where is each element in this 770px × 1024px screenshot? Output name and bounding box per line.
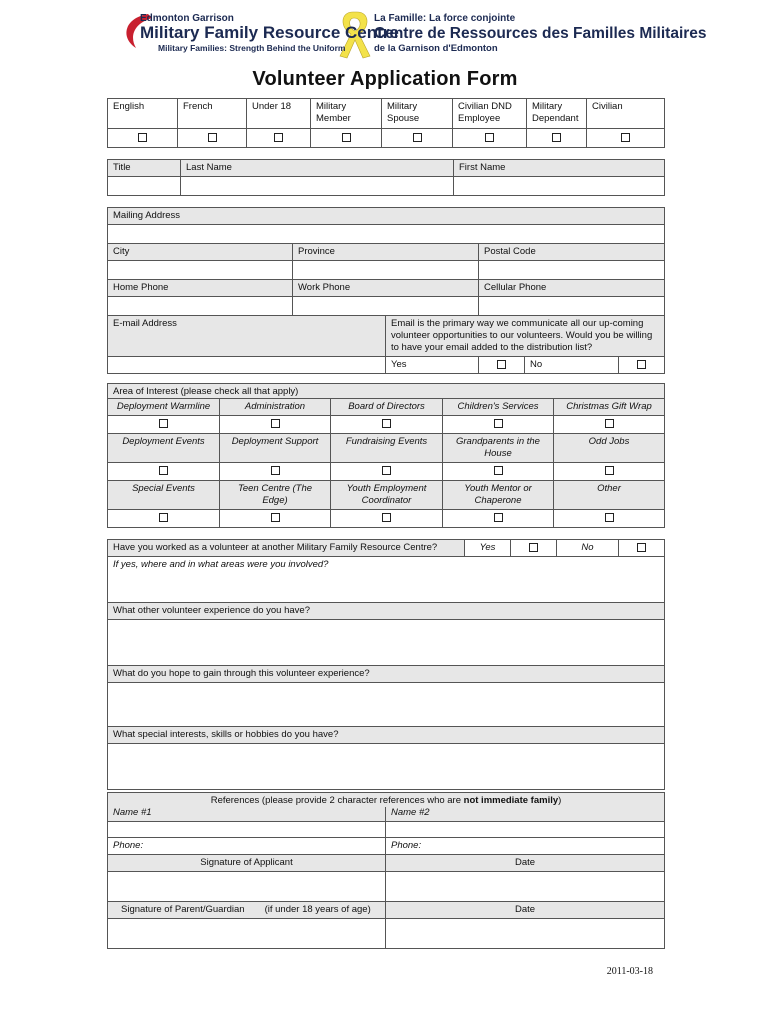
signature-applicant-label: Signature of Applicant	[108, 855, 386, 872]
checkbox-grandparents[interactable]	[443, 463, 554, 481]
address-table	[107, 207, 665, 374]
form-title: Volunteer Application Form	[252, 68, 518, 90]
first-name-label: First Name	[454, 160, 665, 177]
email-yes-checkbox[interactable]	[479, 357, 525, 374]
checkbox-civilian-dnd[interactable]	[453, 129, 527, 148]
last-name-field[interactable]	[181, 177, 454, 196]
org-tagline: Military Families: Strength Behind the Uniform	[158, 43, 346, 53]
work-phone-label: Work Phone	[293, 280, 479, 297]
checkbox-under-18[interactable]	[247, 129, 311, 148]
header-logo	[118, 8, 707, 60]
date2-label: Date	[386, 902, 665, 919]
interest-childrens: Children's Services	[443, 399, 554, 416]
email-no-label: No	[525, 357, 619, 374]
checkbox-civilian[interactable]	[587, 129, 665, 148]
title-label: Title	[108, 160, 181, 177]
category-table	[107, 98, 665, 148]
checkbox-french[interactable]	[178, 129, 247, 148]
interest-deployment-support: Deployment Support	[220, 434, 331, 463]
checkbox-military-dependant[interactable]	[527, 129, 587, 148]
interest-deployment-events: Deployment Events	[108, 434, 220, 463]
province-label: Province	[293, 244, 479, 261]
home-phone-label: Home Phone	[108, 280, 293, 297]
checkbox-special-events[interactable]	[108, 510, 220, 528]
q2-field[interactable]	[108, 620, 665, 666]
signature-parent-field[interactable]	[108, 919, 386, 949]
city-label: City	[108, 244, 293, 261]
interest-teen-centre: Teen Centre (The Edge)	[220, 481, 331, 510]
email-label: E-mail Address	[108, 316, 386, 357]
title-field[interactable]	[108, 177, 181, 196]
checkbox-other[interactable]	[554, 510, 665, 528]
interest-other: Other	[554, 481, 665, 510]
checkbox-administration[interactable]	[220, 416, 331, 434]
checkbox-board[interactable]	[331, 416, 443, 434]
work-phone-field[interactable]	[293, 297, 479, 316]
interest-special-events: Special Events	[108, 481, 220, 510]
city-field[interactable]	[108, 261, 293, 280]
first-name-field[interactable]	[454, 177, 665, 196]
interest-youth-employment: Youth Employment Coordinator	[331, 481, 443, 510]
postal-code-field[interactable]	[479, 261, 665, 280]
mailing-address-field[interactable]	[108, 225, 665, 244]
checkbox-military-spouse[interactable]	[382, 129, 453, 148]
checkbox-english[interactable]	[108, 129, 178, 148]
cat-under-18: Under 18	[247, 99, 311, 129]
email-field[interactable]	[108, 357, 386, 374]
checkbox-military-member[interactable]	[311, 129, 382, 148]
province-field[interactable]	[293, 261, 479, 280]
interest-youth-mentor: Youth Mentor or Chaperone	[443, 481, 554, 510]
last-name-label: Last Name	[181, 160, 454, 177]
references-table	[107, 792, 665, 949]
checkbox-deployment-support[interactable]	[220, 463, 331, 481]
cat-military-dependant: Military Dependant	[527, 99, 587, 129]
email-note: Email is the primary way we communicate all our up-coming volunteer opportunities to our volunteers. Would you be willing to have your email added to the distribution list?	[386, 316, 665, 357]
interest-odd-jobs: Odd Jobs	[554, 434, 665, 463]
cell-phone-field[interactable]	[479, 297, 665, 316]
date1-label: Date	[386, 855, 665, 872]
interest-deployment-warmline: Deployment Warmline	[108, 399, 220, 416]
org-top: Edmonton Garrison	[140, 13, 234, 24]
q1-yes-checkbox[interactable]	[511, 540, 557, 557]
cell-phone-label: Cellular Phone	[479, 280, 665, 297]
checkbox-christmas[interactable]	[554, 416, 665, 434]
interest-fundraising: Fundraising Events	[331, 434, 443, 463]
postal-code-label: Postal Code	[479, 244, 665, 261]
q2-label: What other volunteer experience do you have?	[108, 603, 665, 620]
checkbox-teen-centre[interactable]	[220, 510, 331, 528]
phone1-field[interactable]: Phone:	[108, 838, 386, 855]
interest-christmas: Christmas Gift Wrap	[554, 399, 665, 416]
org-name: Military Family Resource Centre	[140, 23, 399, 42]
cat-french: French	[178, 99, 247, 129]
mfrc-logo	[118, 8, 707, 60]
name1-label: Name #1	[108, 807, 386, 822]
q1-no-label: No	[557, 540, 619, 557]
interest-table	[107, 383, 665, 528]
cat-english: English	[108, 99, 178, 129]
interest-grandparents: Grandparents in the House	[443, 434, 554, 463]
phone2-field[interactable]: Phone:	[386, 838, 665, 855]
checkbox-deployment-events[interactable]	[108, 463, 220, 481]
questions-table	[107, 539, 665, 790]
fr-sub: de la Garnison d'Edmonton	[374, 43, 498, 54]
name2-field[interactable]	[386, 822, 665, 838]
date1-field[interactable]	[386, 872, 665, 902]
q3-field[interactable]	[108, 683, 665, 727]
checkbox-deployment-warmline[interactable]	[108, 416, 220, 434]
cat-civilian: Civilian	[587, 99, 665, 129]
interest-board: Board of Directors	[331, 399, 443, 416]
mailing-address-label: Mailing Address	[108, 208, 665, 225]
q1-no-checkbox[interactable]	[619, 540, 665, 557]
checkbox-odd-jobs[interactable]	[554, 463, 665, 481]
date2-field[interactable]	[386, 919, 665, 949]
q1-followup-field[interactable]: If yes, where and in what areas were you involved?	[108, 557, 665, 603]
fr-top: La Famille: La force conjointe	[374, 13, 516, 24]
q1-label: Have you worked as a volunteer at another Military Family Resource Centre?	[108, 540, 465, 557]
checkbox-youth-mentor[interactable]	[443, 510, 554, 528]
cat-military-spouse: Military Spouse	[382, 99, 453, 129]
home-phone-field[interactable]	[108, 297, 293, 316]
checkbox-fundraising[interactable]	[331, 463, 443, 481]
name1-field[interactable]	[108, 822, 386, 838]
name2-label: Name #2	[386, 807, 665, 822]
fr-name: Centre de Ressources des Familles Militaires	[374, 25, 707, 42]
email-no-checkbox[interactable]	[619, 357, 665, 374]
checkbox-youth-employment[interactable]	[331, 510, 443, 528]
cat-military-member: Military Member	[311, 99, 382, 129]
references-heading: References (please provide 2 character references who are not immediate family)	[108, 793, 665, 808]
interest-administration: Administration	[220, 399, 331, 416]
q4-field[interactable]	[108, 744, 665, 790]
q4-label: What special interests, skills or hobbies do you have?	[108, 727, 665, 744]
cat-civilian-dnd: Civilian DND Employee	[453, 99, 527, 129]
q3-label: What do you hope to gain through this volunteer experience?	[108, 666, 665, 683]
q1-yes-label: Yes	[465, 540, 511, 557]
checkbox-childrens[interactable]	[443, 416, 554, 434]
email-yes-label: Yes	[386, 357, 479, 374]
interest-heading: Area of Interest (please check all that apply)	[108, 384, 665, 399]
signature-parent-label: Signature of Parent/Guardian (if under 18 years of age)	[108, 902, 386, 919]
name-table	[107, 159, 665, 196]
signature-applicant-field[interactable]	[108, 872, 386, 902]
footer-date: 2011-03-18	[606, 966, 653, 977]
